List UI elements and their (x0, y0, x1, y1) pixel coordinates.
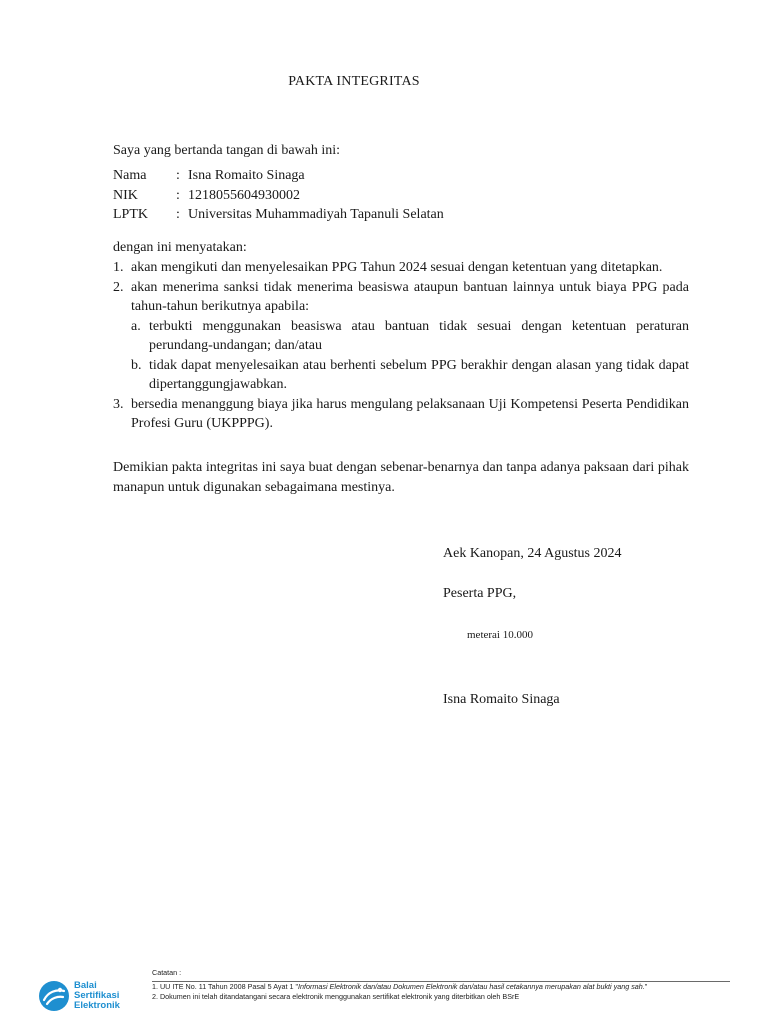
identity-value: Universitas Muhammadiyah Tapanuli Selatan (188, 207, 444, 222)
note-2: 2. Dokumen ini telah ditandatangani secara elektronik menggunakan sertifikat elektronik yang diterbitkan oleh BSrE (152, 992, 520, 1001)
identity-colon: : (176, 168, 180, 183)
note-1-suffix: " (644, 982, 648, 991)
list-text: akan mengikuti dan menyelesaikan PPG Tahun 2024 sesuai dengan ketentuan yang ditetapkan. (131, 260, 663, 275)
signature-role: Peserta PPG, (443, 586, 517, 601)
footer-notes (152, 968, 730, 1002)
sub-list-item (131, 317, 689, 356)
declaration-list (113, 258, 689, 434)
sub-list-item (131, 356, 689, 395)
list-text: bersedia menanggung biaya jika harus mengulang pelaksanaan Uji Kompetensi Peserta Pendidikan Profesi Guru (UKPPPG). (131, 396, 689, 431)
identity-label: Nama (113, 168, 147, 183)
identity-row-lptk (113, 205, 444, 225)
identity-value: 1218055604930002 (188, 187, 300, 203)
list-item (113, 258, 689, 278)
list-item (113, 278, 689, 317)
sub-list-letter: b. (131, 357, 142, 373)
declaration-intro: dengan ini menyatakan: (113, 240, 247, 255)
sub-list-letter: a. (131, 318, 141, 334)
identity-row-name (113, 166, 444, 186)
list-item (113, 395, 689, 434)
note-1 (152, 982, 730, 992)
notes-heading: Catatan : (152, 968, 182, 977)
identity-label: LPTK (113, 207, 148, 222)
intro-text: Saya yang bertanda tangan di bawah ini: (113, 143, 341, 158)
identity-colon: : (176, 207, 180, 222)
list-number: 3. (113, 396, 124, 412)
bsre-logo-text (74, 981, 120, 1011)
logo-line: Sertifikasi (74, 990, 120, 1001)
list-text: akan menerima sanksi tidak menerima beasiswa ataupun bantuan lainnya untuk biaya PPG pada tahun-tahun berikutnya apabila: (131, 279, 689, 314)
sub-list (131, 317, 689, 395)
sub-list-text: terbukti menggunakan beasiswa atau bantuan tidak sesuai dengan ketentuan peraturan perundang-undangan; dan/atau (149, 318, 689, 353)
footer (38, 968, 730, 1018)
signature-place-date: Aek Kanopan, 24 Agustus 2024 (443, 546, 622, 561)
closing-paragraph: Demikian pakta integritas ini saya buat dengan sebenar-benarnya dan tanpa adanya paksaan dari pihak manapun untuk digunakan sebagaimana mestinya. (113, 460, 689, 495)
identity-colon: : (176, 187, 180, 203)
note-1-quote: Informasi Elektronik dan/atau Dokumen Elektronik dan/atau hasil cetakannya merupakan alat bukti yang sah. (298, 982, 645, 991)
sub-list-text: tidak dapat menyelesaikan atau berhenti sebelum PPG berakhir dengan alasan yang tidak dapat dipertanggungjawabkan. (149, 357, 689, 392)
identity-row-nik (113, 186, 444, 206)
document-title: PAKTA INTEGRITAS (288, 74, 420, 89)
logo-line: Balai (74, 980, 97, 991)
bsre-logo (38, 978, 150, 1014)
identity-value: Isna Romaito Sinaga (188, 168, 305, 183)
identity-block (113, 166, 444, 225)
signatory-name: Isna Romaito Sinaga (443, 692, 560, 707)
list-number: 1. (113, 260, 124, 275)
note-1-prefix: 1. UU ITE No. 11 Tahun 2008 Pasal 5 Ayat 1 " (152, 982, 298, 991)
list-number: 2. (113, 279, 124, 295)
stamp-label: meterai 10.000 (467, 629, 533, 641)
bsre-logo-icon (38, 980, 70, 1012)
identity-label: NIK (113, 187, 138, 203)
logo-line: Elektronik (74, 1000, 120, 1011)
